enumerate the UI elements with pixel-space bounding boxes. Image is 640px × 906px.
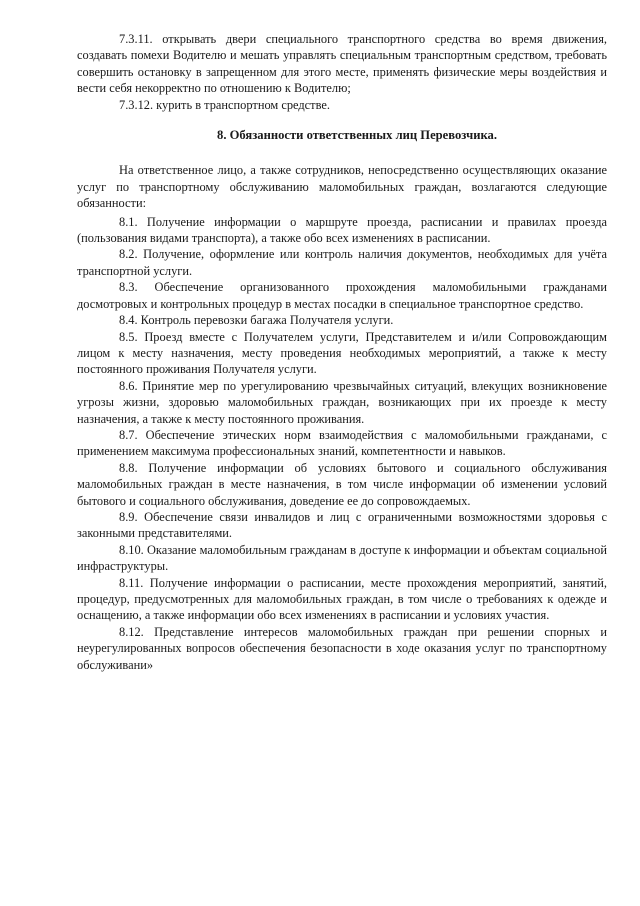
section-intro: На ответственное лицо, а также сотрудников, непосредственно осуществляющих оказание услуг по транспортному обслуживанию маломобильных граждан, возлагаются следующие обязанности: bbox=[77, 163, 607, 211]
clause-8-6: 8.6. Принятие мер по урегулированию чрезвычайных ситуаций, влекущих возникновение угрозы жизни, здоровью маломобильных граждан, возникающих при их проезде к месту назначения, а также к месту постоянного проживания. bbox=[77, 378, 607, 426]
clause-8-8: 8.8. Получение информации об условиях бытового и социального обслуживания маломобильных граждан в месте назначения, в том числе информации об изменении условий бытового и социального обслуживания, доведение ее до сопровождаемых. bbox=[77, 460, 607, 508]
clause-8-9: 8.9. Обеспечение связи инвалидов и лиц с ограниченными возможностями здоровья с законными представителями. bbox=[77, 509, 607, 541]
clause-7-3-11: 7.3.11. открывать двери специального транспортного средства во время движения, создавать помехи Водителю и мешать управлять специальным транспортным средством, требовать совершить остановку в запрещенном для этого месте, применять физические меры воздействия и вести себя некорректно по отношению к Водителю; bbox=[77, 32, 607, 96]
clause-7-3-12: 7.3.12. курить в транспортном средстве. bbox=[119, 97, 330, 112]
document-page bbox=[77, 31, 607, 673]
clause-8-11: 8.11. Получение информации о расписании, месте прохождения мероприятий, занятий, процедур, предусмотренных для маломобильных граждан, в том числе о требованиях к одежде и оснащению, а также информации обо всех изменениях в расписании и условиях участия. bbox=[77, 575, 607, 623]
clause-8-4: 8.4. Контроль перевозки багажа Получателя услуги. bbox=[119, 313, 394, 328]
clause-8-12: 8.12. Представление интересов маломобильных граждан при решении спорных и неурегулированных вопросов обеспечения безопасности в ходе оказания услуг по транспортному обслуживани» bbox=[77, 624, 607, 672]
clause-8-5: 8.5. Проезд вместе с Получателем услуги, Представителем и и/или Сопровождающим лицом к месту назначения, месту проведения необходимых мероприятий, а также к месту постоянного проживания Получателя услуги. bbox=[77, 329, 607, 377]
clause-8-3: 8.3. Обеспечение организованного прохождения маломобильными гражданами досмотровых и контрольных процедур в местах посадки в специальное транспортное средство. bbox=[77, 280, 607, 311]
section-heading: 8. Обязанности ответственных лиц Перевозчика. bbox=[217, 128, 497, 143]
clause-8-7: 8.7. Обеспечение этических норм взаимодействия с маломобильными гражданами, с применением максимума профессиональных знаний, компетентности и навыков. bbox=[77, 427, 607, 459]
clause-8-10: 8.10. Оказание маломобильным гражданам в доступе к информации и объектам социальной инфраструктуры. bbox=[77, 542, 607, 574]
clause-8-2: 8.2. Получение, оформление или контроль наличия документов, необходимых для учёта транспортной услуги. bbox=[77, 247, 607, 278]
clause-8-1: 8.1. Получение информации о маршруте проезда, расписании и правилах проезда (пользования видами транспорта), а также обо всех изменениях в расписании. bbox=[77, 214, 607, 246]
